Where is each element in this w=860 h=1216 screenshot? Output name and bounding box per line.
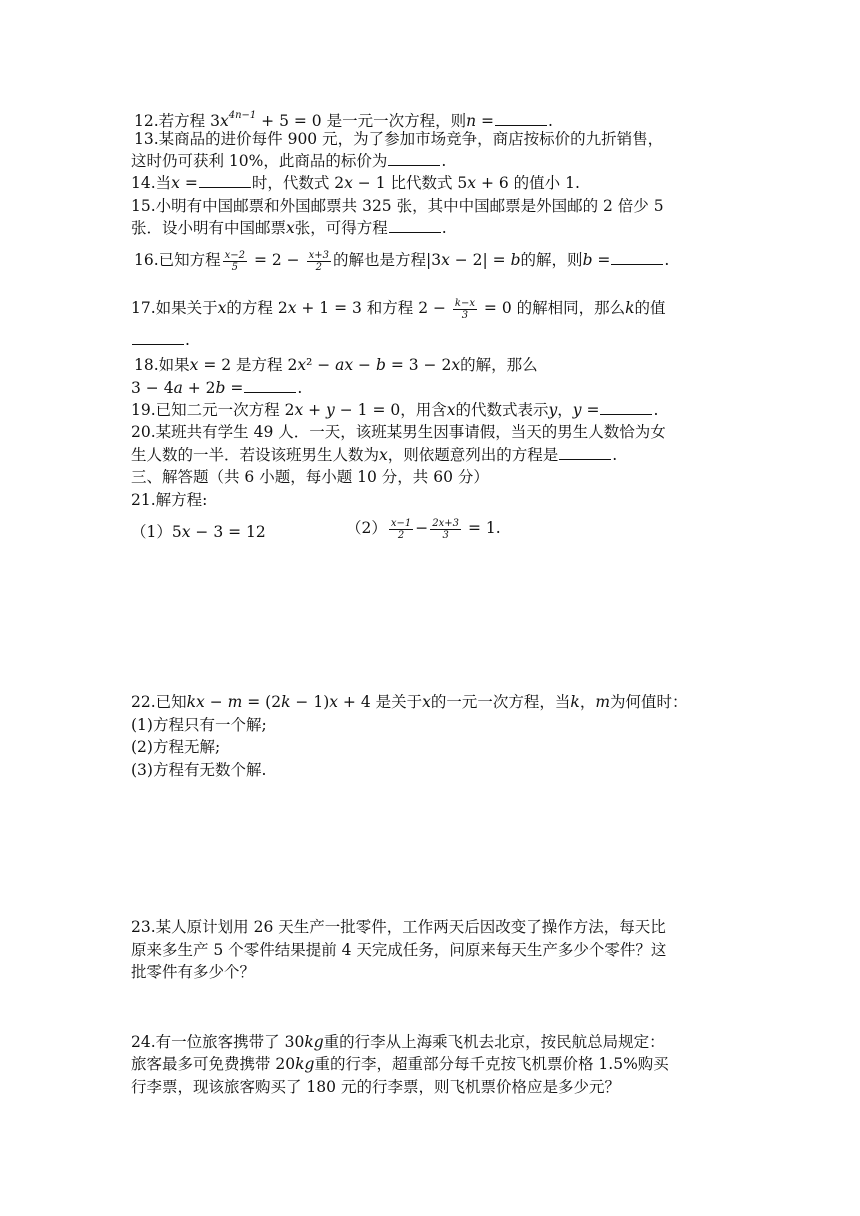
- question-22-sub1: (1)方程只有一个解;: [131, 716, 267, 734]
- question-13-line2: [131, 150, 446, 172]
- q21-part2-label: （2）: [346, 519, 387, 537]
- q18-a: a: [173, 379, 183, 397]
- question-21-part2: [346, 517, 501, 541]
- frac-denominator: 2: [397, 529, 405, 541]
- answer-blank[interactable]: [389, 218, 441, 233]
- q22-text-6: 的一元一次方程，当: [430, 693, 571, 711]
- q22-x: x: [329, 693, 338, 711]
- question-24-line2: [131, 1053, 669, 1075]
- q22-m: m: [227, 693, 243, 711]
- q18-x: x: [189, 356, 199, 374]
- q12-var: x: [219, 112, 229, 130]
- q14-x: x: [171, 174, 180, 192]
- q16-x: x: [441, 251, 450, 269]
- q22-k: k: [570, 693, 580, 711]
- q18-expr-2: + 2: [182, 379, 216, 397]
- q12-coef: 3: [210, 112, 220, 130]
- q19-eq: =: [581, 401, 600, 419]
- q18-b: b: [215, 379, 226, 397]
- question-17: [131, 297, 666, 321]
- q21-x: x: [181, 523, 191, 541]
- q19-y: y: [548, 401, 558, 419]
- question-21-part1: [131, 521, 266, 543]
- q16-text-3: 的解也是方程|3: [332, 251, 442, 269]
- question-23-line3: 批零件有多少个？: [131, 963, 256, 981]
- q24-text: 24.有一位旅客携带了 30: [131, 1033, 305, 1051]
- q16-b: b: [510, 251, 521, 269]
- q14-x: x: [344, 174, 353, 192]
- answer-blank[interactable]: [199, 173, 251, 188]
- q16-text-4: − 2| =: [449, 251, 511, 269]
- question-23-line2: 原来多生产 5 个零件结果提前 4 天完成任务，问原来每天生产多少个零件？这: [131, 941, 667, 959]
- frac-numerator: x−1: [390, 517, 412, 529]
- answer-blank[interactable]: [132, 330, 184, 345]
- q24-kg: kg: [304, 1033, 324, 1051]
- question-14: [131, 172, 580, 194]
- question-17-line2: [131, 329, 190, 351]
- question-13-line1: 13.某商品的进价每件 900 元，为了参加市场竞争，商店按标价的九折销售，: [134, 130, 664, 148]
- q21-minus: −: [415, 519, 429, 537]
- q19-x: x: [446, 401, 456, 419]
- q22-text: 22.已知: [131, 693, 187, 711]
- question-15-line2: [131, 217, 447, 239]
- q17-text-4: = 0 的解相同，那么: [479, 299, 626, 317]
- q16-fraction-2: [307, 250, 331, 273]
- q12-exponent: 4n−1: [228, 110, 257, 121]
- q18-b: b: [375, 356, 386, 374]
- q22-text-7: ，: [579, 693, 596, 711]
- frac-numerator: x−2: [224, 249, 246, 261]
- q17-text-5: 的值: [634, 299, 666, 317]
- frac-denominator: 2: [315, 261, 322, 273]
- question-18-line2: [131, 377, 302, 399]
- q17-x: x: [217, 299, 227, 317]
- q22-kx: kx: [186, 693, 205, 711]
- q16-end: .: [664, 251, 670, 269]
- q22-k: k: [281, 693, 291, 711]
- q15-text: 张．设小明有中国邮票: [131, 219, 287, 237]
- q12-end: .: [548, 112, 553, 130]
- q20-text: 生人数的一半．若设该班男生人数为: [131, 446, 380, 464]
- question-22: [131, 691, 688, 713]
- q19-y: y: [572, 401, 582, 419]
- frac-numerator: k−x: [454, 297, 475, 309]
- frac-numerator: x+3: [308, 249, 329, 261]
- q18-x: x: [451, 356, 461, 374]
- q19-y: y: [326, 401, 335, 419]
- q12-eq: =: [476, 112, 494, 130]
- q16-text-2: = 2 −: [249, 251, 305, 269]
- frac-denominator: 3: [461, 309, 469, 321]
- q21-part2-rest: = 1.: [463, 519, 501, 537]
- q22-text-3: = (2: [242, 693, 282, 711]
- q15-x: x: [286, 219, 295, 237]
- q18-expr: 3 − 4: [131, 379, 174, 397]
- q20-x: x: [379, 446, 388, 464]
- section-3-heading: 三、解答题（共 6 小题，每小题 10 分，共 60 分）: [131, 468, 489, 486]
- answer-blank[interactable]: [611, 250, 663, 265]
- q12-n: n: [466, 112, 477, 130]
- answer-blank[interactable]: [244, 378, 296, 393]
- q16-b: b: [582, 251, 593, 269]
- q18-text-4: −: [353, 356, 376, 374]
- q19-x: x: [294, 401, 304, 419]
- question-16: [134, 249, 669, 273]
- q15-text-2: 张，可得方程: [294, 219, 388, 237]
- q21-fraction-2: [430, 518, 461, 541]
- q17-text: 17.如果关于: [131, 299, 218, 317]
- frac-numerator: 2x+3: [432, 517, 460, 529]
- q17-x: x: [287, 299, 297, 317]
- q12-text: 12.若方程: [134, 112, 211, 130]
- q19-text-3: − 1 = 0，用含: [334, 401, 447, 419]
- q17-text-3: + 1 = 3 和方程 2 −: [296, 299, 451, 317]
- question-15-line1: 15.小明有中国邮票和外国邮票共 325 张，其中中国邮票是外国邮的 2 倍少 5: [131, 197, 664, 215]
- q19-text: 19.已知二元一次方程 2: [131, 401, 295, 419]
- frac-denominator: 3: [442, 529, 449, 541]
- question-18: [134, 354, 538, 376]
- q19-text-2: +: [303, 401, 327, 419]
- q14-text-2: 时，代数式 2: [251, 174, 345, 192]
- answer-blank[interactable]: [495, 111, 547, 126]
- q16-eq: =: [592, 251, 611, 269]
- q18-text-2: = 2 是方程 2: [198, 356, 298, 374]
- question-20-line2: [131, 444, 617, 466]
- q18-eq: =: [225, 379, 244, 397]
- q16-fraction-1: [223, 250, 247, 273]
- q16-text: 16.已知方程: [134, 251, 221, 269]
- q17-fraction: [453, 298, 477, 321]
- question-24-line1: [131, 1031, 665, 1053]
- q24-kg: kg: [295, 1055, 315, 1073]
- q17-text-2: 的方程 2: [226, 299, 288, 317]
- frac-denominator: 5: [231, 261, 239, 273]
- question-22-sub2: (2)方程无解;: [131, 738, 221, 756]
- q19-end: .: [653, 401, 659, 419]
- q19-text-5: ，: [557, 401, 573, 419]
- q20-end: .: [612, 446, 618, 464]
- q22-text-2: −: [204, 693, 228, 711]
- q18-x: x: [297, 356, 307, 374]
- answer-blank[interactable]: [559, 445, 611, 460]
- q17-k: k: [625, 299, 635, 317]
- q13-end: .: [441, 152, 447, 170]
- q15-end: .: [441, 219, 447, 237]
- q21-fraction-1: [389, 518, 413, 541]
- q22-text-5: + 4 是关于: [338, 693, 423, 711]
- q18-end: .: [297, 379, 303, 397]
- question-21-title: 21.解方程:: [131, 491, 208, 509]
- q21-part1-rest: − 3 = 12: [190, 523, 266, 541]
- q22-text-4: − 1): [290, 693, 330, 711]
- q24-text-3: 旅客最多可免费携带 20: [131, 1055, 296, 1073]
- q14-eq: =: [179, 174, 198, 192]
- q14-text-3: − 1 比代数式 5: [352, 174, 468, 192]
- q19-text-4: 的代数式表示: [455, 401, 549, 419]
- q18-ax: ax: [335, 356, 354, 374]
- question-19: [131, 399, 658, 421]
- q14-x: x: [467, 174, 477, 192]
- answer-blank[interactable]: [600, 400, 652, 415]
- q18-text: 18.如果: [134, 356, 190, 374]
- q22-m: m: [595, 693, 611, 711]
- q14-text-4: + 6 的值小 1.: [476, 174, 580, 192]
- q12-text-2: + 5 = 0 是一元一次方程，则: [256, 112, 467, 130]
- q21-part1-label: （1）5: [131, 523, 182, 541]
- q13-text: 这时仍可获利 10%，此商品的标价为: [131, 152, 388, 170]
- answer-blank[interactable]: [388, 151, 440, 166]
- q18-text-6: 的解，那么: [460, 356, 538, 374]
- q18-text-5: = 3 − 2: [385, 356, 452, 374]
- q14-text: 14.当: [131, 174, 172, 192]
- q22-text-8: 为何值时：: [610, 693, 688, 711]
- question-24-line3: 行李票，现该旅客购买了 180 元的行李票，则飞机票价格应是多少元？: [131, 1078, 620, 1096]
- q18-text-3: ² −: [306, 356, 336, 374]
- question-23-line1: 23.某人原计划用 26 天生产一批零件，工作两天后因改变了操作方法，每天比: [131, 918, 666, 936]
- question-20-line1: 20.某班共有学生 49 人．一天，该班某男生因事请假，当天的男生人数恰为女: [131, 423, 666, 441]
- q22-x: x: [422, 693, 431, 711]
- q16-text-5: 的解，则: [520, 251, 583, 269]
- question-22-sub3: (3)方程有无数个解.: [131, 761, 267, 779]
- q17-end: .: [185, 331, 190, 349]
- q24-text-4: 重的行李，超重部分每千克按飞机票价格 1.5%购买: [314, 1055, 669, 1073]
- q20-text-2: ，则依题意列出的方程是: [387, 446, 559, 464]
- q24-text-2: 重的行李从上海乘飞机去北京，按民航总局规定：: [323, 1033, 665, 1051]
